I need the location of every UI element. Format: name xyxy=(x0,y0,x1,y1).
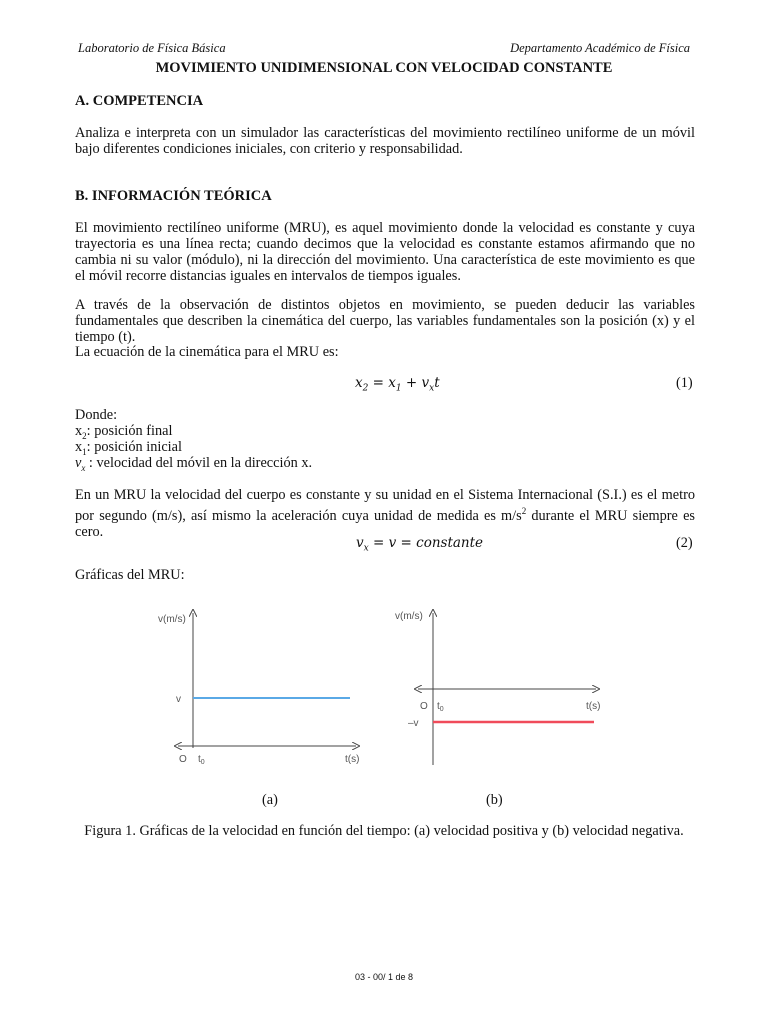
paragraph-4-part-a: En un MRU la velocidad del cuerpo es constante y su unidad en el Sistema Internacional (S.I.) es el metro por segundo (m/s), así mismo la aceleración cuya unidad de medida es m/s xyxy=(75,487,695,524)
equation-2: $v_x = v$ = constante xyxy=(356,535,484,554)
section-a-body: Analiza e interpreta con un simulador las características del movimiento rectilíneo uniforme de un móvil bajo diferentes condiciones iniciales, con criterio y responsabilidad. xyxy=(75,125,695,157)
graph-b-origin: O xyxy=(420,701,428,712)
header-right: Departamento Académico de Física xyxy=(510,41,690,55)
graph-a-t0: $t_0$ xyxy=(198,754,205,766)
graph-a xyxy=(150,605,380,775)
graph-b-xlabel: t(s) xyxy=(586,701,601,712)
definition-x1-text: : posición inicial xyxy=(86,439,182,455)
graph-b-level-label: –v xyxy=(408,718,419,729)
figure-label-b: (b) xyxy=(486,792,503,808)
definition-vx-text: : velocidad del móvil en la dirección x. xyxy=(85,455,313,471)
graph-a-xlabel: t(s) xyxy=(345,754,360,765)
graficas-label: Gráficas del MRU: xyxy=(75,567,185,583)
page-title: MOVIMIENTO UNIDIMENSIONAL CON VELOCIDAD CONSTANTE xyxy=(155,60,613,76)
page-footer: 03 - 00/ 1 de 8 xyxy=(354,972,414,982)
definition-vx: $v_x$ : velocidad del móvil en la dirección x. xyxy=(75,455,313,473)
paragraph-4-part-b: durante el MRU siempre es cero. xyxy=(75,507,695,540)
definition-x2-text: : posición final xyxy=(86,423,173,439)
donde-label: Donde: xyxy=(75,407,118,423)
figure-caption: Figura 1. Gráficas de la velocidad en función del tiempo: (a) velocidad positiva y (b) velocidad negativa. xyxy=(84,823,684,839)
header-left: Laboratorio de Física Básica xyxy=(78,41,226,55)
equation-1-number: (1) xyxy=(676,375,693,391)
section-a-heading: A. COMPETENCIA xyxy=(75,93,204,109)
figure-label-a: (a) xyxy=(262,792,278,808)
definition-x2: $x_2$: posición final xyxy=(75,423,173,441)
graph-b-ylabel: v(m/s) xyxy=(395,611,423,622)
section-b-heading: B. INFORMACIÓN TEÓRICA xyxy=(75,188,272,204)
equation-2-number: (2) xyxy=(676,535,693,551)
graph-a-origin: O xyxy=(179,754,187,765)
definition-x1: $x_1$: posición inicial xyxy=(75,439,182,457)
section-b-paragraph-3: La ecuación de la cinemática para el MRU es: xyxy=(75,344,339,360)
graph-a-level-label: v xyxy=(176,694,181,705)
section-b-paragraph-1: El movimiento rectilíneo uniforme (MRU), es aquel movimiento donde la velocidad es constante y cuya trayectoria es una línea recta; cuando decimos que la velocidad es constante estamos afirmando que no cambia ni su valor (módulo), ni la dirección del movimiento. Una característica de este movimiento es que el móvil recorre distancias iguales en intervalos de tiempos iguales. xyxy=(75,220,695,284)
graph-b xyxy=(390,605,620,775)
graph-b-t0: $t_0$ xyxy=(437,701,444,713)
section-b-paragraph-4: En un MRU la velocidad del cuerpo es constante y su unidad en el Sistema Internacional (S.I.) es el metro por segundo (m/s), así mismo la aceleración cuya unidad de medida es $m/s^2$ durante el MRU siempre es cero. xyxy=(75,487,695,540)
equation-1: $x_2 = x_1 + v_xt$ xyxy=(355,375,440,394)
section-b-paragraph-2: A través de la observación de distintos objetos en movimiento, se pueden deducir las variables fundamentales que describen la cinemática del cuerpo, las variables fundamentales son la posición (x) y el tiempo (t). xyxy=(75,297,695,345)
graph-a-ylabel: v(m/s) xyxy=(158,614,186,625)
